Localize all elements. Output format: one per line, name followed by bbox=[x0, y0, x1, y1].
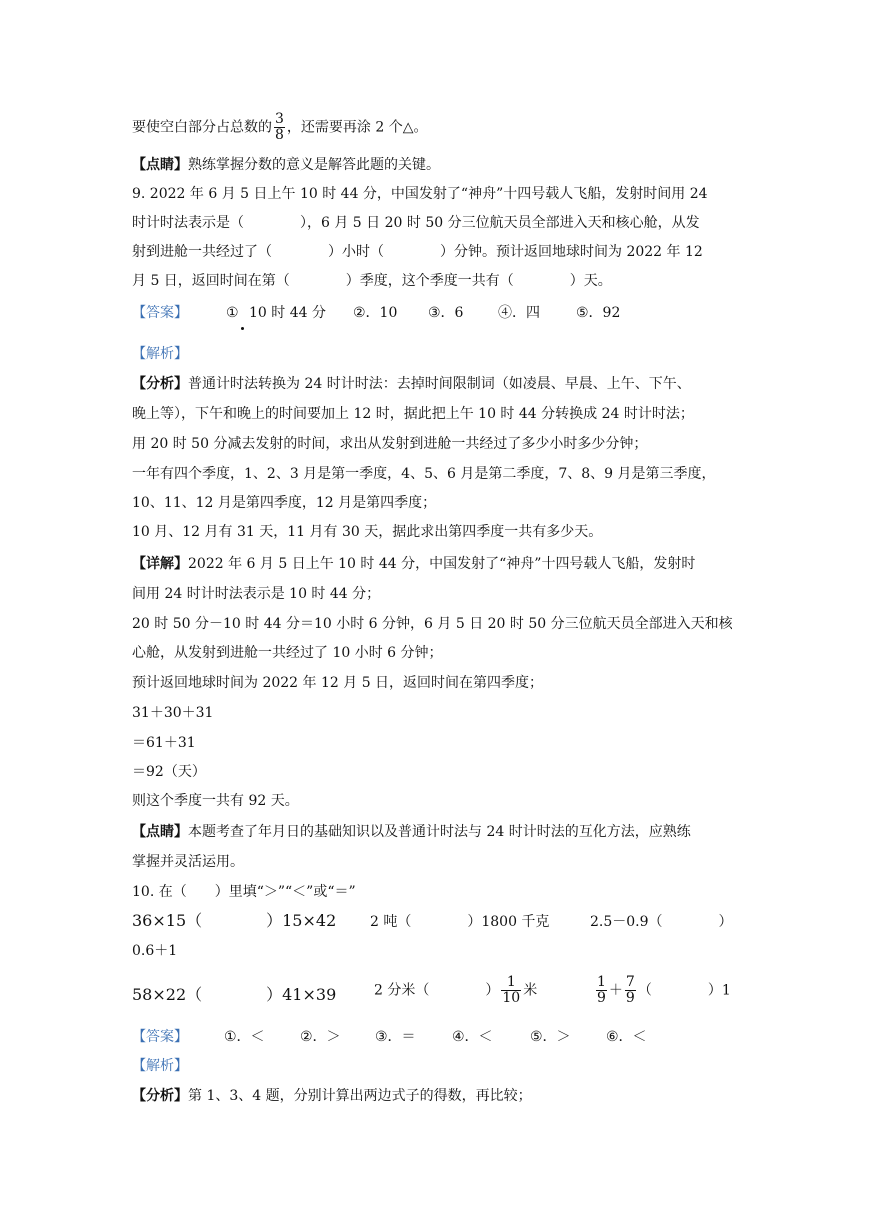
q9-dianjing-line-1 bbox=[132, 823, 691, 841]
q9-calc-line-3: ＝92（天） bbox=[132, 764, 206, 780]
q9-fenxi-line-2: 晚上等），下午和晚上的时间要加上 12 时，据此把上午 10 时 44 分转换成 24 时计时法； bbox=[132, 406, 694, 422]
dianjing-text: 熟练掌握分数的意义是解答此题的关键。 bbox=[188, 157, 440, 173]
q9-answer-1-label: ① bbox=[226, 305, 239, 321]
q9-answer-5: ⑤．92 bbox=[576, 305, 621, 321]
q9-fenxi-line-4: 一年有四个季度，1、2、3 月是第一季度，4、5、6 月是第二季度，7、8、9 月是第三季度， bbox=[132, 466, 716, 482]
fraction-numerator: 1 bbox=[501, 975, 521, 991]
fraction-denominator: 10 bbox=[502, 990, 521, 1006]
q10-item-5-text: 2 分米（ ） bbox=[374, 982, 500, 999]
q10-item-5 bbox=[374, 975, 537, 1006]
fraction-denominator: 9 bbox=[625, 990, 635, 1006]
fraction-numerator: 7 bbox=[625, 974, 635, 990]
q9-line-2: 时计时法表示是（ ），6 月 5 日 20 时 50 分三位航天员全部进入天和核心舱，从发 bbox=[132, 215, 700, 231]
q10-answer-tag: 【答案】 bbox=[132, 1029, 188, 1045]
q10-answer-5: ⑤．＞ bbox=[530, 1029, 571, 1045]
q9-answer-1: 10 时 44 分 bbox=[249, 305, 326, 321]
q9-xiangjie-line-1 bbox=[132, 555, 695, 573]
fraction-1-10 bbox=[501, 975, 521, 1006]
prev-text-post: ，还需要再涂 2 个△。 bbox=[286, 119, 428, 136]
q10-answer-4: ④．＜ bbox=[452, 1029, 493, 1045]
fenxi-text: 普通计时法转换为 24 时计时法：去掉时间限制词（如凌晨、早晨、上午、下午、 bbox=[188, 376, 691, 392]
q9-fenxi-line-3: 用 20 时 50 分减去发射的时间，求出从发射到进舱一共经过了多少小时多少分钟； bbox=[132, 436, 648, 452]
unit-meter: 米 bbox=[523, 982, 538, 999]
q10-item-3-cont: 0.6＋1 bbox=[132, 943, 178, 959]
fraction-denominator: 8 bbox=[275, 127, 284, 143]
fraction-7-9 bbox=[625, 975, 636, 1006]
dianjing-text: 本题考查了年月日的基础知识以及普通计时法与 24 时计时法的互化方法，应熟练 bbox=[188, 824, 691, 840]
q9-line-1: 9. 2022 年 6 月 5 日上午 10 时 44 分，中国发射了“神舟”十四号载人飞船，发射时间用 24 bbox=[132, 186, 708, 202]
q9-fenxi-line-5: 10、11、12 月是第四季度，12 月是第四季度； bbox=[132, 495, 437, 511]
xiangjie-text: 2022 年 6 月 5 日上午 10 时 44 分，中国发射了“神舟”十四号载人飞船，发射时 bbox=[188, 556, 696, 572]
q9-fenxi-line-6: 10 月、12 月有 31 天，11 月有 30 天，据此求出第四季度一共有多少天。 bbox=[132, 524, 603, 540]
fraction-3-8 bbox=[274, 112, 285, 143]
q10-answer-3: ③．＝ bbox=[375, 1029, 416, 1045]
q9-answer-4: ④．四 bbox=[498, 305, 540, 321]
fenxi-tag: 【分析】 bbox=[132, 1088, 188, 1104]
fraction-numerator: 3 bbox=[275, 111, 284, 127]
q10-answer-2: ②．＞ bbox=[300, 1029, 341, 1045]
q9-xiangjie-line-5: 预计返回地球时间为 2022 年 12 月 5 日，返回时间在第四季度； bbox=[132, 675, 544, 691]
q10-jiexi: 【解析】 bbox=[132, 1058, 188, 1074]
q9-xiangjie-line-2: 间用 24 时计时法表示是 10 时 44 分； bbox=[132, 586, 381, 602]
dianjing-tag: 【点睛】 bbox=[132, 824, 188, 840]
q10-stem: 10. 在（ ）里填“＞”“＜”或“＝” bbox=[132, 884, 356, 900]
fraction-1-9 bbox=[596, 975, 607, 1006]
fenxi-text: 第 1、3、4 题，分别计算出两边式子的得数，再比较； bbox=[188, 1088, 532, 1104]
q9-answer-tag: 【答案】 bbox=[132, 305, 188, 321]
q9-xiangjie-line-4: 心舱，从发射到进舱一共经过了 10 小时 6 分钟； bbox=[132, 645, 443, 661]
q10-item-2: 2 吨（ ）1800 千克 bbox=[370, 914, 550, 930]
q10-fenxi bbox=[132, 1087, 532, 1105]
q10-item-6-text: （ ）1 bbox=[637, 982, 731, 999]
q9-jiexi: 【解析】 bbox=[132, 346, 188, 362]
plus-sign: ＋ bbox=[608, 982, 623, 999]
q9-fenxi-line-1 bbox=[132, 375, 691, 393]
q9-dianjing-line-2: 掌握并灵活运用。 bbox=[132, 854, 244, 870]
dianjing-tag: 【点睛】 bbox=[132, 157, 188, 173]
emphasis-dot bbox=[241, 327, 244, 330]
q9-xiangjie-line-3: 20 时 50 分－10 时 44 分＝10 小时 6 分钟，6 月 5 日 20 时 50 分三位航天员全部进入天和核 bbox=[132, 616, 733, 632]
xiangjie-tag: 【详解】 bbox=[132, 556, 188, 572]
q9-line-3: 射到进舱一共经过了（ ）小时（ ）分钟。预计返回地球时间为 2022 年 12 bbox=[132, 244, 703, 260]
prev-answer-line bbox=[132, 112, 428, 143]
q10-item-4: 58×22（ ）41×39 bbox=[132, 985, 337, 1004]
q10-item-6 bbox=[594, 975, 731, 1006]
q9-calc-line-1: 31＋30＋31 bbox=[132, 705, 214, 721]
q9-calc-line-2: ＝61＋31 bbox=[132, 735, 196, 751]
q9-answer-3: ③．6 bbox=[428, 305, 464, 321]
q10-answer-6: ⑥．＜ bbox=[606, 1029, 647, 1045]
q9-conclusion: 则这个季度一共有 92 天。 bbox=[132, 793, 299, 809]
q10-item-1: 36×15（ ）15×42 bbox=[132, 911, 337, 930]
prev-text-pre: 要使空白部分占总数的 bbox=[132, 119, 272, 136]
q10-item-3: 2.5－0.9（ ） bbox=[590, 914, 733, 930]
q8-dianjing bbox=[132, 156, 440, 174]
q9-line-4: 月 5 日，返回时间在第（ ）季度，这个季度一共有（ ）天。 bbox=[132, 273, 612, 289]
q9-answer-2: ②．10 bbox=[353, 305, 398, 321]
fraction-denominator: 9 bbox=[597, 990, 606, 1006]
fraction-numerator: 1 bbox=[597, 974, 606, 990]
fenxi-tag: 【分析】 bbox=[132, 376, 188, 392]
q10-answer-1: ①．＜ bbox=[224, 1029, 265, 1045]
